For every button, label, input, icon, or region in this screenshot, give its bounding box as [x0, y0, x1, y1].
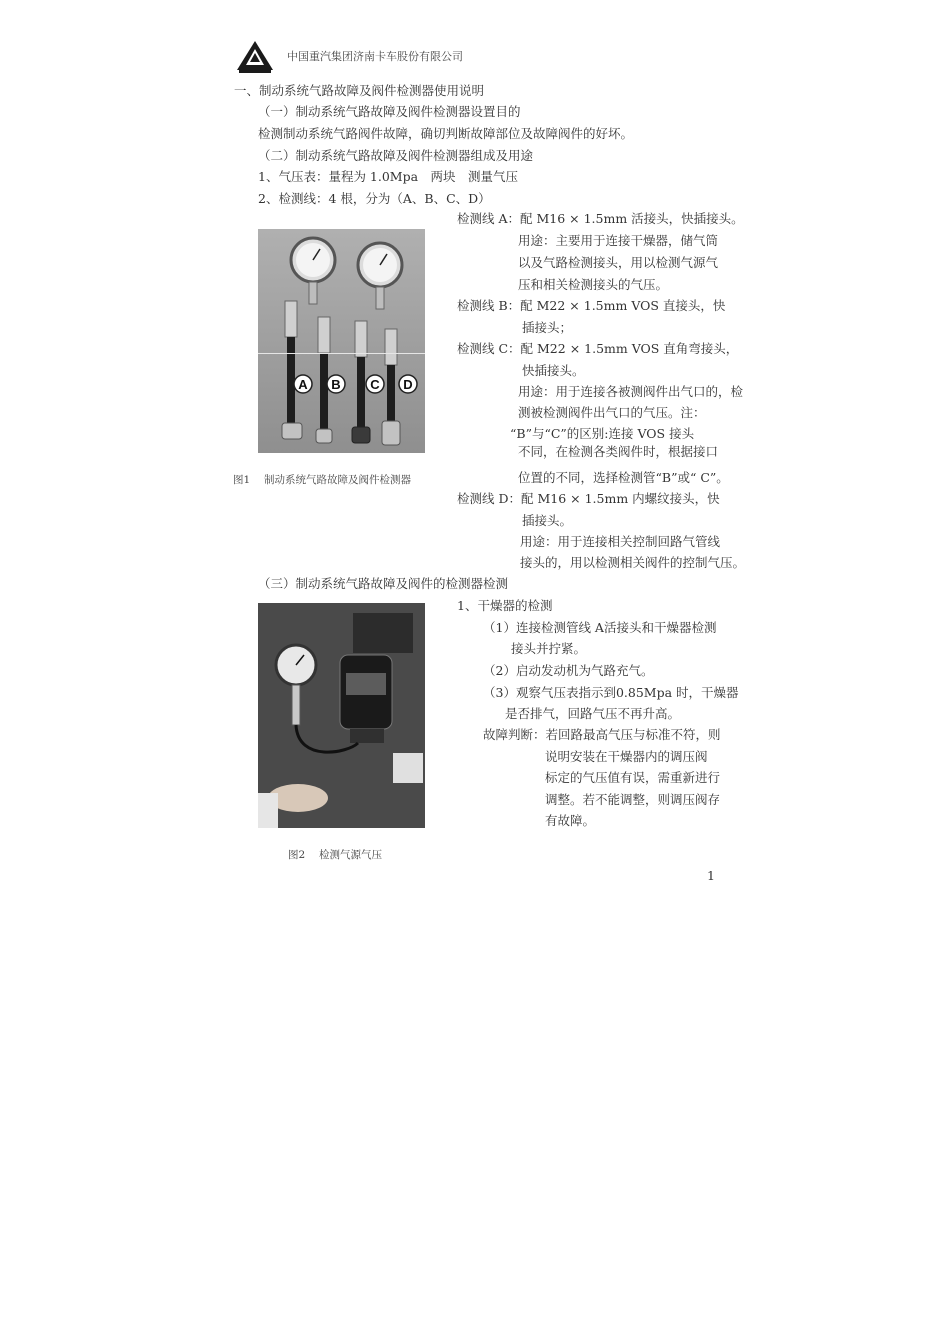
- subsection-title: （一）制动系统气路故障及阀件检测器设置目的: [258, 104, 521, 119]
- step: （3）观察气压表指示到0.85Mpa 时，干燥器: [483, 685, 739, 700]
- figure-2-photo: [258, 603, 425, 828]
- fault-diagnosis: 故障判断：若回路最高气压与标准不符，则: [483, 727, 721, 742]
- figure-1-caption: 图1 制动系统气路故障及阀件检测器: [233, 474, 412, 486]
- line-c-usage: 用途：用于连接各被测阀件出气口的，检: [518, 384, 744, 399]
- label-a: A: [298, 377, 308, 392]
- fault-diagnosis: 说明安装在干燥器内的调压阀: [545, 749, 708, 764]
- line-d-spec: 检测线 D：配 M16 × 1.5mm 内螺纹接头，快: [457, 491, 720, 506]
- line-c-note: “B”与“C”的区别:连接 VOS 接头: [510, 426, 695, 441]
- fault-diagnosis: 有故障。: [545, 813, 596, 828]
- page-number: 1: [707, 868, 715, 883]
- fault-diagnosis: 调整。若不能调整，则调压阀存: [545, 792, 721, 807]
- company-name: 中国重汽集团济南卡车股份有限公司: [287, 50, 463, 63]
- subsection-title: （二）制动系统气路故障及阀件检测器组成及用途: [258, 148, 534, 163]
- list-item: 2、检测线：4 根，分为（A、B、C、D）: [258, 191, 491, 206]
- figure-1-photo: [258, 229, 425, 453]
- tester-kit-illustration: [258, 229, 425, 453]
- label-b: B: [331, 377, 341, 392]
- label-d: D: [403, 377, 413, 392]
- step: （1）连接检测管线 A活接头和干燥器检测: [483, 620, 717, 635]
- line-a-usage: 以及气路检测接头，用以检测气源气: [518, 255, 719, 270]
- line-a-spec: 检测线 A：配 M16 × 1.5mm 活接头，快插接头。: [457, 211, 744, 226]
- line-c-usage: 测被检测阀件出气口的气压。注：: [518, 405, 706, 420]
- step: 是否排气，回路气压不再升高。: [505, 706, 681, 721]
- line-c-note: 位置的不同，选择检测管“B”或“ C”。: [518, 470, 729, 485]
- line-a-usage: 用途：主要用于连接干燥器，储气筒: [518, 233, 719, 248]
- subsection-title: （三）制动系统气路故障及阀件的检测器检测: [258, 576, 509, 591]
- line-c-spec: 快插接头。: [522, 363, 585, 378]
- line-d-usage: 接头的，用以检测相关阀件的控制气压。: [520, 555, 746, 570]
- divider: [258, 353, 425, 354]
- label-c: C: [370, 377, 380, 392]
- section-title: 一、制动系统气路故障及阀件检测器使用说明: [234, 83, 485, 98]
- step: 接头并拧紧。: [511, 641, 587, 656]
- figure-2-caption: 图2 检测气源气压: [288, 849, 383, 861]
- company-logo: [236, 40, 274, 74]
- line-d-spec: 插接头。: [522, 513, 573, 528]
- line-c-spec: 检测线 C：配 M22 × 1.5mm VOS 直角弯接头，: [457, 341, 739, 356]
- line-b-spec: 插接头；: [522, 320, 573, 335]
- line-c-note: 不同，在检测各类阀件时，根据接口: [518, 444, 719, 459]
- step-title: 1、干燥器的检测: [457, 598, 553, 613]
- line-a-usage: 压和相关检测接头的气压。: [518, 277, 669, 292]
- paragraph: 检测制动系统气路阀件故障，确切判断故障部位及故障阀件的好坏。: [258, 126, 634, 141]
- list-item: 1、气压表：量程为 1.0Mpa 两块 测量气压: [258, 169, 519, 184]
- line-d-usage: 用途：用于连接相关控制回路气管线: [520, 534, 721, 549]
- dryer-test-illustration: [258, 603, 425, 828]
- fault-diagnosis: 标定的气压值有误，需重新进行: [545, 770, 721, 785]
- step: （2）启动发动机为气路充气。: [483, 663, 654, 678]
- line-b-spec: 检测线 B：配 M22 × 1.5mm VOS 直接头，快: [457, 298, 726, 313]
